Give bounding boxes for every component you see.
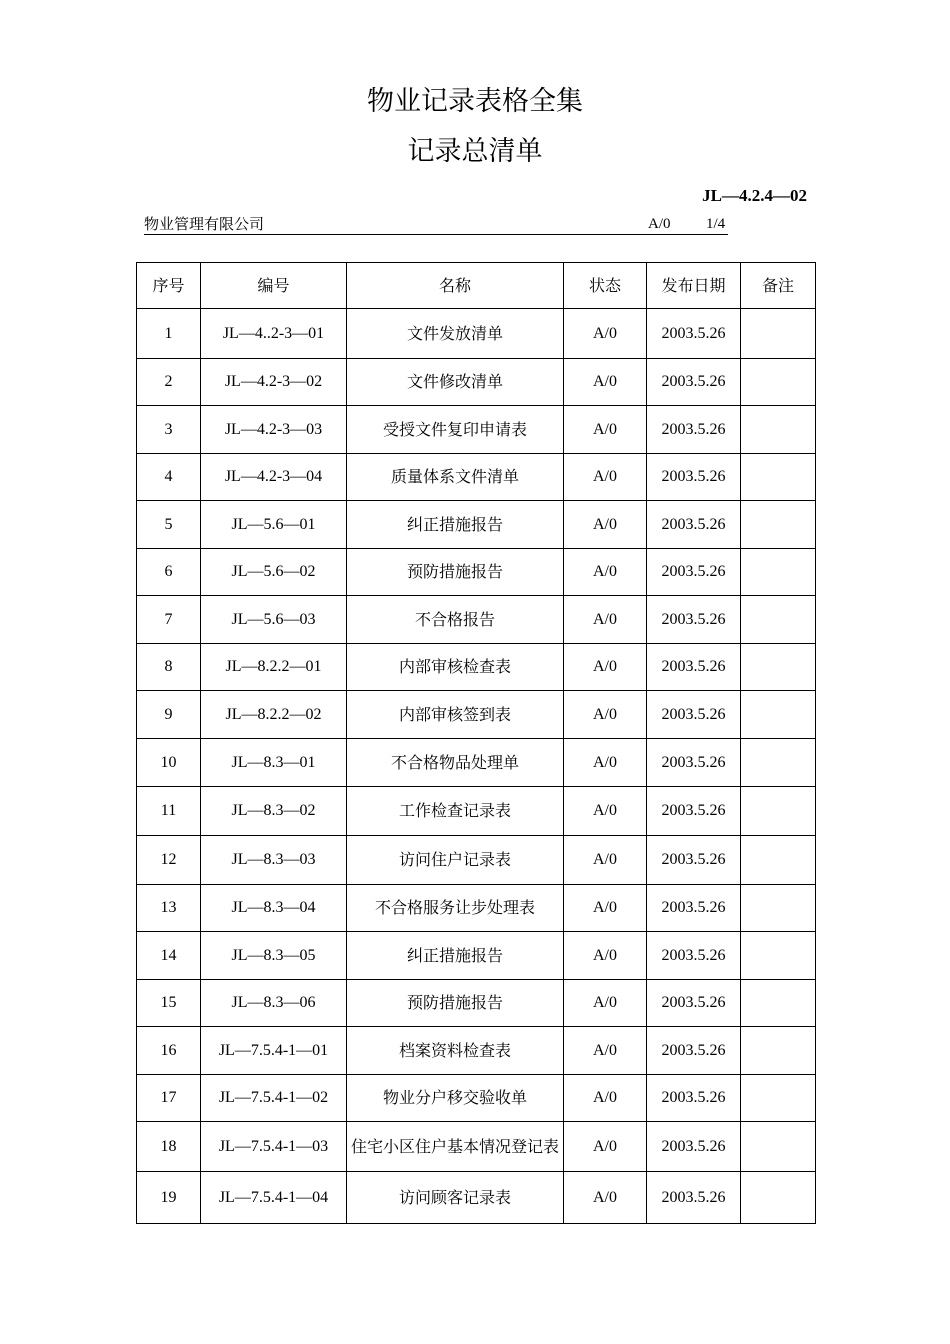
- table-row: [137, 980, 816, 1027]
- cell-date: 2003.5.26: [647, 644, 741, 691]
- cell-remark: [741, 596, 816, 644]
- table-row: [137, 406, 816, 454]
- table-row: [137, 932, 816, 980]
- column-header-date: 发布日期: [647, 263, 741, 309]
- table-row: [137, 359, 816, 406]
- cell-date: 2003.5.26: [647, 739, 741, 787]
- cell-status: A/0: [564, 739, 647, 787]
- cell-remark: [741, 739, 816, 787]
- cell-status: A/0: [564, 644, 647, 691]
- cell-code: JL—8.3—02: [201, 787, 347, 836]
- column-header-name: 名称: [347, 263, 564, 309]
- cell-code: JL—7.5.4-1—01: [201, 1027, 347, 1075]
- cell-status: A/0: [564, 836, 647, 885]
- cell-status: A/0: [564, 596, 647, 644]
- cell-name: 文件修改清单: [347, 359, 564, 406]
- cell-status: A/0: [564, 1027, 647, 1075]
- cell-date: 2003.5.26: [647, 787, 741, 836]
- cell-remark: [741, 644, 816, 691]
- column-header-remark: 备注: [741, 263, 816, 309]
- cell-remark: [741, 406, 816, 454]
- cell-status: A/0: [564, 885, 647, 932]
- cell-date: 2003.5.26: [647, 885, 741, 932]
- cell-name: 纠正措施报告: [347, 932, 564, 980]
- cell-code: JL—5.6—02: [201, 549, 347, 596]
- cell-date: 2003.5.26: [647, 1172, 741, 1224]
- cell-status: A/0: [564, 980, 647, 1027]
- cell-name: 档案资料检查表: [347, 1027, 564, 1075]
- cell-date: 2003.5.26: [647, 1027, 741, 1075]
- cell-date: 2003.5.26: [647, 406, 741, 454]
- table-row: [137, 1122, 816, 1172]
- cell-seq: 18: [137, 1122, 201, 1172]
- cell-name: 访问顾客记录表: [347, 1172, 564, 1224]
- cell-name: 不合格报告: [347, 596, 564, 644]
- cell-name: 物业分户移交验收单: [347, 1075, 564, 1122]
- company-header-line: [144, 214, 728, 235]
- cell-date: 2003.5.26: [647, 359, 741, 406]
- cell-seq: 3: [137, 406, 201, 454]
- cell-name: 预防措施报告: [347, 980, 564, 1027]
- cell-seq: 19: [137, 1172, 201, 1224]
- cell-remark: [741, 1075, 816, 1122]
- column-header-status: 状态: [564, 263, 647, 309]
- table-row: [137, 787, 816, 836]
- table-row: [137, 691, 816, 739]
- cell-name: 工作检查记录表: [347, 787, 564, 836]
- cell-seq: 9: [137, 691, 201, 739]
- cell-seq: 1: [137, 309, 201, 359]
- cell-date: 2003.5.26: [647, 980, 741, 1027]
- cell-remark: [741, 691, 816, 739]
- cell-seq: 14: [137, 932, 201, 980]
- cell-name: 访问住户记录表: [347, 836, 564, 885]
- cell-remark: [741, 885, 816, 932]
- cell-status: A/0: [564, 1172, 647, 1224]
- cell-remark: [741, 1172, 816, 1224]
- cell-code: JL—4.2-3—02: [201, 359, 347, 406]
- table-header-row: [137, 263, 816, 309]
- cell-remark: [741, 980, 816, 1027]
- cell-code: JL—8.3—05: [201, 932, 347, 980]
- cell-seq: 8: [137, 644, 201, 691]
- cell-code: JL—7.5.4-1—02: [201, 1075, 347, 1122]
- cell-code: JL—8.3—03: [201, 836, 347, 885]
- cell-name: 住宅小区住户基本情况登记表: [347, 1122, 564, 1172]
- cell-code: JL—5.6—03: [201, 596, 347, 644]
- table-row: [137, 454, 816, 501]
- table-row: [137, 836, 816, 885]
- cell-name: 不合格物品处理单: [347, 739, 564, 787]
- cell-remark: [741, 501, 816, 549]
- cell-seq: 11: [137, 787, 201, 836]
- cell-status: A/0: [564, 406, 647, 454]
- document-subtitle: 记录总清单: [407, 136, 543, 167]
- cell-date: 2003.5.26: [647, 596, 741, 644]
- cell-remark: [741, 836, 816, 885]
- cell-code: JL—5.6—01: [201, 501, 347, 549]
- cell-seq: 4: [137, 454, 201, 501]
- cell-status: A/0: [564, 932, 647, 980]
- cell-name: 内部审核检查表: [347, 644, 564, 691]
- cell-name: 质量体系文件清单: [347, 454, 564, 501]
- cell-name: 不合格服务让步处理表: [347, 885, 564, 932]
- cell-code: JL—7.5.4-1—04: [201, 1172, 347, 1224]
- cell-remark: [741, 359, 816, 406]
- cell-status: A/0: [564, 549, 647, 596]
- cell-seq: 10: [137, 739, 201, 787]
- cell-remark: [741, 309, 816, 359]
- column-header-seq: 序号: [137, 263, 201, 309]
- table-row: [137, 501, 816, 549]
- cell-seq: 15: [137, 980, 201, 1027]
- cell-date: 2003.5.26: [647, 691, 741, 739]
- column-header-code: 编号: [201, 263, 347, 309]
- cell-status: A/0: [564, 1122, 647, 1172]
- record-list-table: [136, 262, 816, 1224]
- cell-code: JL—8.3—06: [201, 980, 347, 1027]
- cell-remark: [741, 454, 816, 501]
- document-title: 物业记录表格全集: [367, 86, 583, 117]
- version-label: A/0: [648, 216, 671, 232]
- cell-remark: [741, 1122, 816, 1172]
- cell-date: 2003.5.26: [647, 309, 741, 359]
- table-row: [137, 644, 816, 691]
- cell-code: JL—8.2.2—01: [201, 644, 347, 691]
- cell-seq: 5: [137, 501, 201, 549]
- cell-code: JL—8.3—04: [201, 885, 347, 932]
- document-number: JL—4.2.4—02: [702, 186, 807, 205]
- cell-remark: [741, 549, 816, 596]
- cell-seq: 7: [137, 596, 201, 644]
- cell-name: 文件发放清单: [347, 309, 564, 359]
- cell-remark: [741, 1027, 816, 1075]
- cell-name: 预防措施报告: [347, 549, 564, 596]
- cell-code: JL—8.3—01: [201, 739, 347, 787]
- cell-code: JL—4.2-3—04: [201, 454, 347, 501]
- cell-seq: 17: [137, 1075, 201, 1122]
- page-number: 1/4: [706, 216, 726, 232]
- cell-date: 2003.5.26: [647, 454, 741, 501]
- cell-name: 纠正措施报告: [347, 501, 564, 549]
- table-row: [137, 1075, 816, 1122]
- cell-seq: 13: [137, 885, 201, 932]
- cell-seq: 12: [137, 836, 201, 885]
- cell-name: 内部审核签到表: [347, 691, 564, 739]
- cell-status: A/0: [564, 691, 647, 739]
- table-row: [137, 596, 816, 644]
- cell-status: A/0: [564, 787, 647, 836]
- cell-seq: 16: [137, 1027, 201, 1075]
- table-row: [137, 549, 816, 596]
- cell-code: JL—4.2-3—03: [201, 406, 347, 454]
- cell-status: A/0: [564, 501, 647, 549]
- cell-status: A/0: [564, 454, 647, 501]
- cell-date: 2003.5.26: [647, 836, 741, 885]
- cell-code: JL—4..2-3—01: [201, 309, 347, 359]
- table-row: [137, 309, 816, 359]
- cell-date: 2003.5.26: [647, 1075, 741, 1122]
- cell-status: A/0: [564, 359, 647, 406]
- table-row: [137, 1027, 816, 1075]
- cell-name: 受授文件复印申请表: [347, 406, 564, 454]
- cell-date: 2003.5.26: [647, 501, 741, 549]
- company-name: 物业管理有限公司: [144, 215, 265, 233]
- cell-code: JL—7.5.4-1—03: [201, 1122, 347, 1172]
- table-row: [137, 1172, 816, 1224]
- cell-status: A/0: [564, 309, 647, 359]
- cell-date: 2003.5.26: [647, 549, 741, 596]
- cell-date: 2003.5.26: [647, 932, 741, 980]
- cell-remark: [741, 932, 816, 980]
- cell-date: 2003.5.26: [647, 1122, 741, 1172]
- cell-seq: 2: [137, 359, 201, 406]
- cell-status: A/0: [564, 1075, 647, 1122]
- table-row: [137, 885, 816, 932]
- cell-seq: 6: [137, 549, 201, 596]
- table-row: [137, 739, 816, 787]
- cell-code: JL—8.2.2—02: [201, 691, 347, 739]
- cell-remark: [741, 787, 816, 836]
